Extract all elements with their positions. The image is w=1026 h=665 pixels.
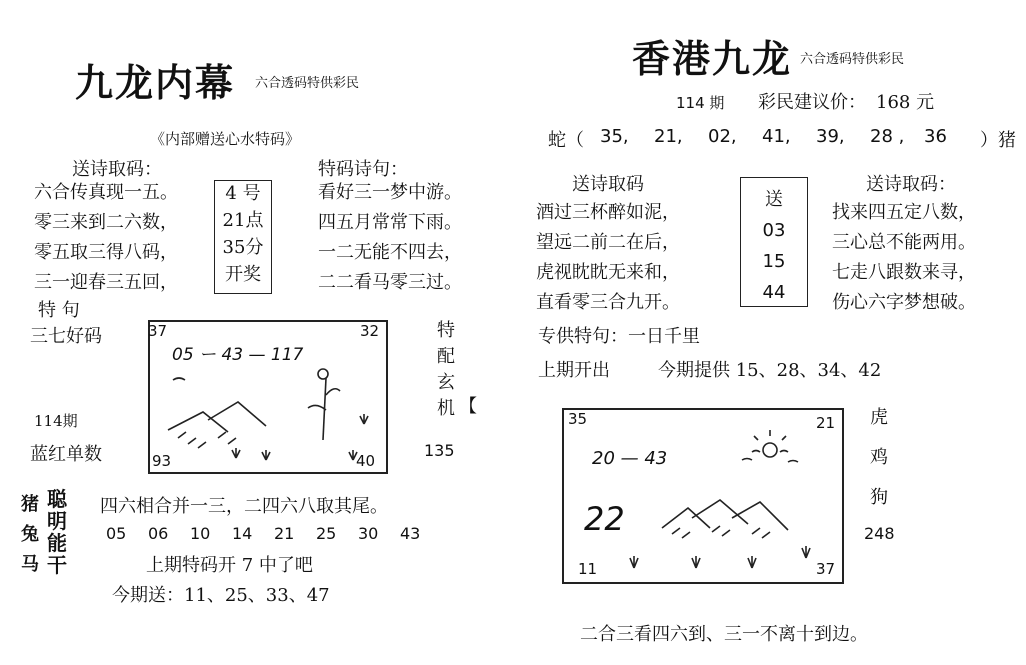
number-cell: 43 <box>400 524 421 543</box>
left-side-bracket: 【 <box>459 396 477 417</box>
left-poem-left <box>34 178 178 298</box>
snake-number: 02, <box>708 126 737 147</box>
right-sketch-drawing <box>562 408 842 582</box>
right-snake-label: 蛇（ <box>548 130 584 151</box>
poem-line: 三心总不能两用。 <box>832 232 976 253</box>
left-rule-line: 四六相合并一三，二四六八取其尾。 <box>100 496 388 517</box>
side-char: 鸡 <box>870 447 888 468</box>
poem-line: 零五取三得八码， <box>34 242 178 263</box>
left-poem-right <box>318 178 462 298</box>
right-poem-left-heading: 送诗取码 <box>572 174 644 195</box>
right-side-vertical <box>864 398 894 518</box>
poem-line: 二二看马零三过。 <box>318 272 462 293</box>
smart-char: 干 <box>47 553 67 577</box>
poem-line: 六合传真现一五。 <box>34 182 178 203</box>
right-side-number: 248 <box>864 524 895 543</box>
smart-char: 能 <box>47 531 67 555</box>
number-cell: 25 <box>316 524 337 543</box>
right-subtitle: 六合透码特供彩民 <box>800 52 905 67</box>
poem-line: 伤心六字梦想破。 <box>832 292 976 313</box>
left-center-box-text <box>214 180 272 288</box>
side-char: 配 <box>437 346 455 367</box>
number-cell: 10 <box>190 524 211 543</box>
left-smart-vertical <box>44 488 70 576</box>
left-sketch-text: 05 ー 43 — 117 <box>172 345 304 365</box>
smart-char: 明 <box>47 509 67 533</box>
right-this-offer: 今期提供 15、28、34、42 <box>658 360 882 381</box>
right-special-line: 专供特句：一日千里 <box>538 326 700 347</box>
poem-line: 三一迎春三五回， <box>34 272 178 293</box>
right-poem-right <box>832 198 976 318</box>
number-cell: 21 <box>274 524 295 543</box>
sketch-corner-bl: 93 <box>152 452 172 470</box>
right-poem-right-heading: 送诗取码： <box>866 174 956 195</box>
left-color-value: 135 <box>424 441 455 460</box>
left-zodiac-vertical <box>18 490 42 580</box>
sketch-corner-bl: 11 <box>578 560 598 578</box>
left-poem-right-heading: 特码诗句： <box>318 159 408 180</box>
snake-number: 21, <box>654 126 683 147</box>
right-last-open-label: 上期开出 <box>538 360 610 381</box>
box-line: 35分 <box>222 237 264 258</box>
sketch-corner-tr: 32 <box>360 322 380 340</box>
right-sketch-text: 20 — 43 <box>592 448 668 469</box>
left-section-note: 《内部赠送心水特码》 <box>150 130 301 148</box>
right-footer-line: 二合三看四六到、三一不离十到边。 <box>580 624 868 645</box>
snake-number: 36 <box>924 126 947 147</box>
number-cell: 05 <box>106 524 127 543</box>
right-center-box-text <box>740 184 808 308</box>
right-sketch-big: 22 <box>584 500 625 538</box>
side-char: 虎 <box>870 407 888 428</box>
zodiac-char: 猪 <box>21 494 39 515</box>
left-sketch-drawing <box>148 320 386 472</box>
box-line: 4 号 <box>225 183 261 204</box>
left-tejv-text: 三七好码 <box>30 326 102 347</box>
box-line: 21点 <box>222 210 264 231</box>
box-line: 03 <box>762 220 786 241</box>
poem-line: 七走八跟数来寻， <box>832 262 976 283</box>
snake-number: 35, <box>600 126 629 147</box>
number-cell: 14 <box>232 524 253 543</box>
right-issue: 114 期 <box>676 94 725 112</box>
poem-line: 一二无能不四去， <box>318 242 462 263</box>
zodiac-char: 兔 <box>21 524 39 545</box>
left-side-vertical <box>434 318 458 422</box>
left-tejv-heading: 特 句 <box>38 300 80 321</box>
sketch-corner-tr: 21 <box>816 414 836 432</box>
sketch-corner-br: 37 <box>816 560 836 578</box>
side-char: 玄 <box>437 372 455 393</box>
left-last-period: 上期特码开 7 中了吧 <box>146 555 313 576</box>
box-line: 15 <box>762 251 786 272</box>
number-cell: 30 <box>358 524 379 543</box>
poem-line: 虎视眈眈无来和， <box>536 262 680 283</box>
right-poem-left <box>536 198 680 318</box>
left-this-period: 今期送：11、25、33、47 <box>112 585 330 606</box>
snake-number: 39, <box>816 126 845 147</box>
left-title: 九龙内幕 <box>75 60 236 105</box>
snake-number: 41, <box>762 126 791 147</box>
box-line: 送 <box>765 189 783 210</box>
poem-line: 看好三一梦中游。 <box>318 182 462 203</box>
left-subtitle: 六合透码特供彩民 <box>255 76 360 91</box>
side-char: 特 <box>437 320 455 341</box>
sketch-corner-br: 40 <box>356 452 376 470</box>
poem-line: 零三来到二六数， <box>34 212 178 233</box>
right-snake-numbers <box>600 126 968 147</box>
smart-char: 聪 <box>47 487 67 511</box>
left-color-label: 蓝红单数 <box>30 444 102 465</box>
right-title: 香港九龙 <box>632 36 793 81</box>
poem-line: 直看零三合九开。 <box>536 292 680 313</box>
left-number-line <box>106 524 442 543</box>
box-line: 开奖 <box>225 264 261 285</box>
sketch-corner-tl: 35 <box>568 410 588 428</box>
poem-line: 酒过三杯醉如泥， <box>536 202 680 223</box>
snake-number: 28 , <box>870 126 905 147</box>
box-line: 44 <box>762 282 786 303</box>
left-poem-left-heading: 送诗取码： <box>72 159 162 180</box>
poem-line: 找来四五定八数， <box>832 202 976 223</box>
right-price-label: 彩民建议价： <box>758 92 866 113</box>
number-cell: 06 <box>148 524 169 543</box>
right-snake-end: ）猪 <box>980 130 1016 151</box>
poem-line: 四五月常常下雨。 <box>318 212 462 233</box>
left-issue: 114期 <box>34 412 78 430</box>
side-char: 机 <box>437 398 455 419</box>
right-price: 168 元 <box>876 92 935 113</box>
zodiac-char: 马 <box>21 554 39 575</box>
side-char: 狗 <box>870 487 888 508</box>
sketch-corner-tl: 37 <box>148 322 168 340</box>
poem-line: 望远二前二在后， <box>536 232 680 253</box>
